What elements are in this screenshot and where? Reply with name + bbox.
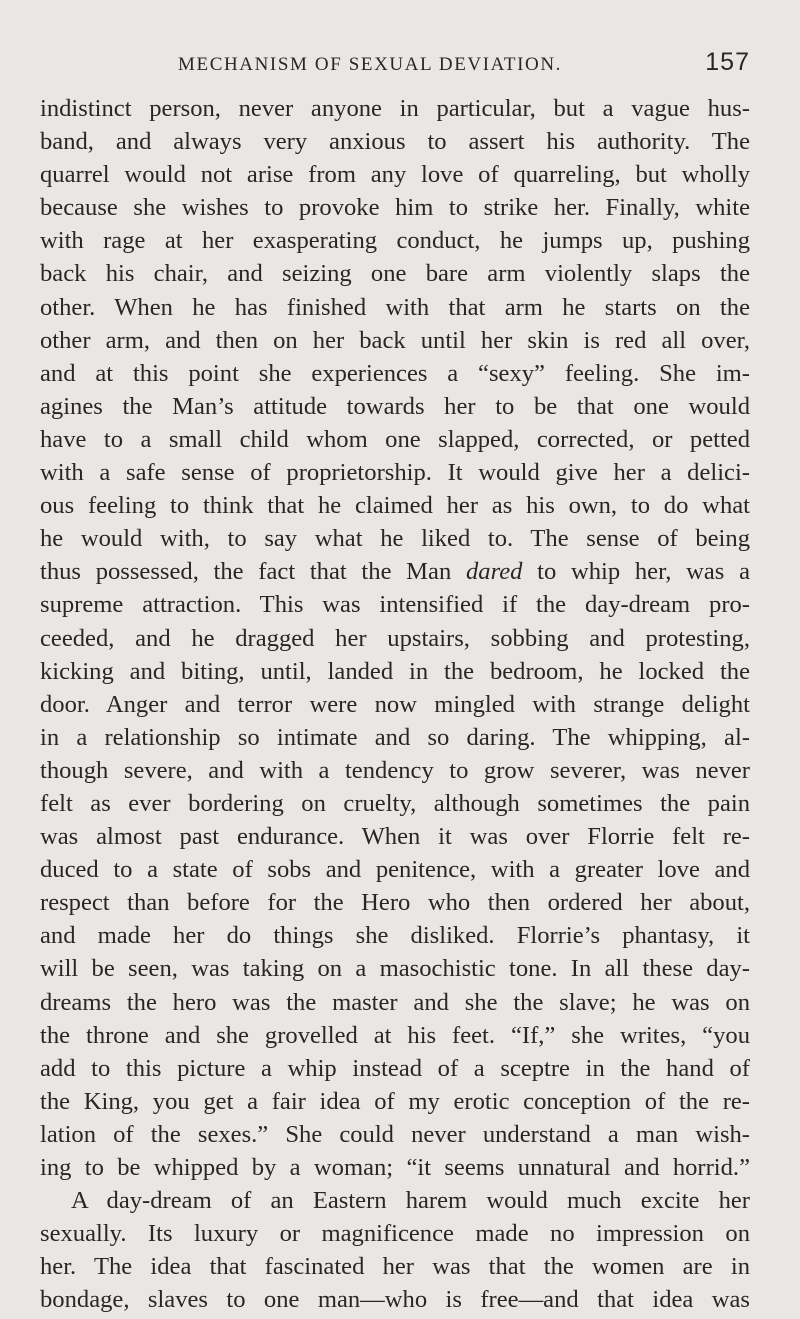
text-segment: to whip her, was a [522,558,750,586]
page-header [40,48,750,88]
text-line: and at this point she experiences a “sexy” feeling. She im- [40,359,750,387]
page-number: 157 [705,48,750,76]
text-line: indistinct person, never anyone in particular, but a vague hus- [40,95,750,122]
text-line: because she wishes to provoke him to strike her. Finally, white [40,194,750,222]
text-line: he would with, to say what he liked to. The sense of being [40,525,750,553]
text-line: bondage, slaves to one man—who is free—and that idea was [40,1286,750,1314]
text-line: ceeded, and he dragged her upstairs, sobbing and protesting, [40,624,750,652]
text-line: respect than before for the Hero who then ordered her about, [40,889,750,917]
text-line: with a safe sense of proprietorship. It would give her a delici- [40,459,750,487]
text-line: quarrel would not arise from any love of quarreling, but wholly [40,161,750,189]
text-line: in a relationship so intimate and so daring. The whipping, al- [40,723,750,751]
text-line: duced to a state of sobs and penitence, with a greater love and [40,856,750,884]
text-line: though severe, and with a tendency to grow severer, was never [40,756,750,784]
text-line: the King, you get a fair idea of my erotic conception of the re- [40,1087,750,1115]
running-head: MECHANISM OF SEXUAL DEVIATION. [178,54,563,75]
text-line: will be seen, was taking on a masochistic tone. In all these day- [40,955,750,983]
text-line: sexually. Its luxury or magnificence made no impression on [40,1220,750,1248]
text-line: have to a small child whom one slapped, corrected, or petted [40,425,750,453]
text-line: supreme attraction. This was intensified if the day-dream pro- [40,591,750,619]
text-line [40,555,750,588]
text-line: agines the Man’s attitude towards her to be that one would [40,392,750,420]
text-segment: thus possessed, the fact that the Man [40,558,466,586]
text-line: band, and always very anxious to assert his authority. The [40,128,750,156]
text-line: was almost past endurance. When it was over Florrie felt re- [40,823,750,851]
italic-word: dared [465,558,523,586]
text-line: with rage at her exasperating conduct, he jumps up, pushing [40,227,750,255]
text-line: dreams the hero was the master and she the slave; he was on [40,988,750,1016]
text-line: other arm, and then on her back until her skin is red all over, [40,326,750,354]
text-line: felt as ever bordering on cruelty, although sometimes the pain [40,789,750,817]
text-line: ous feeling to think that he claimed her as his own, to do what [40,492,750,520]
text-line: door. Anger and terror were now mingled with strange delight [40,690,750,718]
text-line: add to this picture a whip instead of a sceptre in the hand of [40,1054,750,1082]
text-line: lation of the sexes.” She could never understand a man wish- [40,1120,750,1148]
text-line: and made her do things she disliked. Florrie’s phantasy, it [40,922,750,950]
text-line: back his chair, and seizing one bare arm violently slaps the [40,260,750,288]
text-line: A day-dream of an Eastern harem would much excite her [71,1187,750,1215]
text-line: kicking and biting, until, landed in the bedroom, he locked the [40,657,750,685]
text-line: other. When he has finished with that arm he starts on the [40,293,750,321]
body-text [40,92,750,1316]
text-line: her. The idea that fascinated her was that the women are in [40,1253,750,1281]
text-line: ing to be whipped by a woman; “it seems unnatural and horrid.” [40,1154,750,1181]
text-line: the throne and she grovelled at his feet. “If,” she writes, “you [40,1021,750,1049]
